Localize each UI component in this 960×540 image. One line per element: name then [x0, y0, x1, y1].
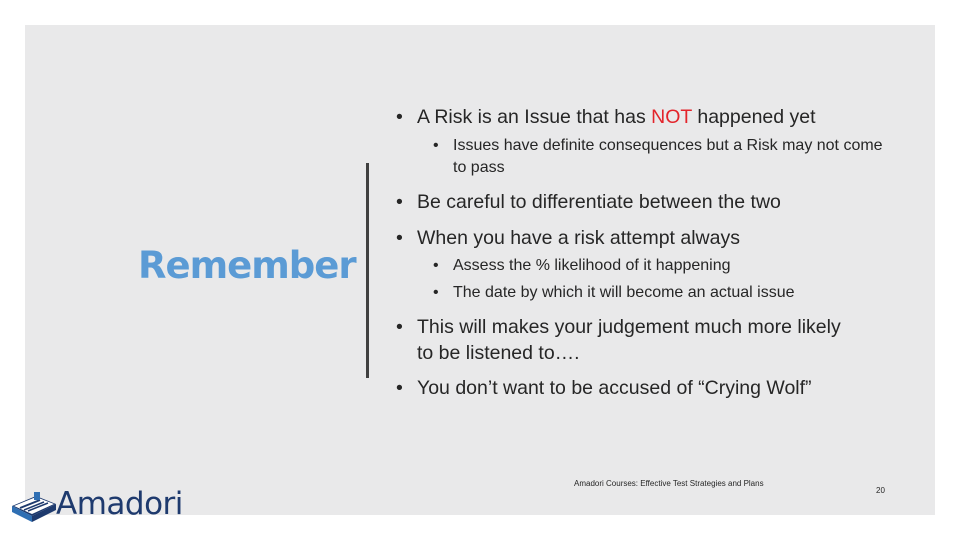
bullet-item: [396, 189, 781, 215]
bullet-dot: •: [433, 137, 439, 154]
sub-bullet-item: [433, 282, 903, 304]
bullet-item: [396, 104, 816, 130]
footer-text: Amadori Courses: Effective Test Strategies and Plans: [574, 479, 764, 488]
sub-bullet-item: [433, 135, 893, 179]
vertical-divider: [366, 163, 369, 378]
bullet-item: [396, 375, 812, 401]
page-number: 20: [876, 486, 885, 495]
sub-bullet-item: [433, 255, 903, 277]
bullet-text: Assess the % likelihood of it happening: [453, 257, 731, 274]
bullet-text: This will makes your judgement much more likely to be listened to….: [417, 316, 841, 364]
bullet-text: A Risk is an Issue that has: [417, 106, 652, 128]
bullet-text: happened yet: [691, 106, 816, 128]
bullet-dot: •: [396, 316, 403, 338]
bullet-dot: •: [396, 106, 403, 128]
slide-title: Remember: [138, 244, 356, 287]
bullet-text: When you have a risk attempt always: [417, 227, 740, 249]
bullet-item: [396, 225, 740, 251]
bullet-dot: •: [396, 377, 403, 399]
bullet-dot: •: [433, 284, 439, 301]
bullet-text: Issues have definite consequences but a Risk may not come to pass: [453, 137, 883, 176]
bullet-text: You don’t want to be accused of “Crying Wolf”: [417, 377, 812, 399]
bullet-text: Be careful to differentiate between the two: [417, 191, 781, 213]
bullet-dot: •: [396, 227, 403, 249]
bullet-dot: •: [433, 257, 439, 274]
bullet-highlight: NOT: [651, 106, 692, 128]
logo-wordmark: Amadori: [56, 486, 183, 522]
bullet-text: The date by which it will become an actual issue: [453, 284, 795, 301]
bullet-item: [396, 314, 847, 366]
bullet-dot: •: [396, 191, 403, 213]
